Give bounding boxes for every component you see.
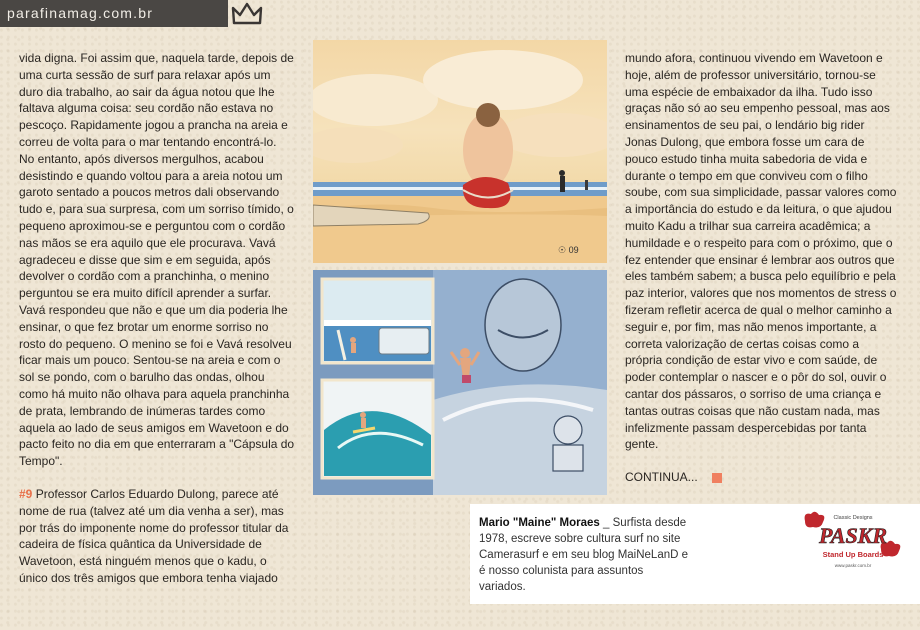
article-paragraph-9: [19, 486, 295, 587]
article-column-left: [19, 50, 295, 587]
illustration-beach-sunset: [313, 40, 607, 263]
site-name[interactable]: parafinamag.com.br: [7, 5, 154, 21]
article-paragraph: vida digna. Foi assim que, naquela tarde, depois de uma curta sessão de surf para relaxar após um duro dia trabalho, ao sair da água notou que lhe faltava alguma coisa: seu cordão não estava no pescoço. Rapidamente jogou a prancha na areia e correu de volta para o mar tentando encontrá-lo. No entanto, após diversos mergulhos, acabou desistindo e quando voltou para a areia notou um garoto sentado a poucos metros dali observando tudo e, para sua surpresa, com um sorriso tímido, o pequeno aproximou-se e perguntou com o cordão nas mãos se era aquilo que ele procurava. Vavá agradeceu e disse que sim e em seguida, após devolver o cordão com a pranchinha, o menino perguntou se era muito difícil aprender a surfar. Vavá respondeu que não e que um dia poderia lhe ensinar, o que fez brotar um enorme sorriso no rosto do pequeno. O menino se foi e Vavá resolveu ficar mais um pouco. Sentou-se na areia e com o sol se pondo, com o barulho das ondas, olhou como há muito não olhava para aquela pranchinha de prata, lembrando de inúmeras tardes como aquela ao lado de seus amigos em Wavetoon e do pacto feito no dia em que enterraram a "Cápsula do Tempo".: [19, 51, 295, 469]
square-bullet-icon: [712, 473, 722, 483]
logo-brand: PASKR: [818, 523, 888, 548]
logo-tagline: Classic Designs: [833, 515, 873, 521]
bio-description: Surfista desde 1978, escreve sobre cultura surf no site Camerasurf e em seu blog MaiNeLanD e é nosso colunista para assuntos variados.: [479, 517, 689, 593]
sponsor-logo[interactable]: [797, 509, 909, 573]
svg-text:☉ 09: ☉ 09: [558, 245, 579, 255]
continue-line: [625, 469, 897, 486]
continue-link[interactable]: CONTINUA...: [625, 470, 698, 485]
article-column-right: [625, 50, 897, 486]
author-bio-box: [470, 504, 920, 604]
logo-url: www.paskr.com.br: [834, 563, 872, 568]
author-bio: [479, 515, 689, 595]
section-number: #9: [19, 486, 33, 501]
site-header-bar: [0, 0, 228, 27]
bio-separator: _: [599, 517, 613, 529]
article-paragraph: mundo afora, continuou vivendo em Wavetoon e hoje, além de professor universitário, tornou-se uma espécie de embaixador da ilha. Tudo isso graças não só ao seu empenho pessoal, mas aos ensinamentos de seu pai, o lendário big rider Jonas Dulong, que embora fosse um cara de pouco estudo tinha muita sabedoria de vida e durante o tempo em que conviveu com o filho soube, com sua simplicidade, passar valores como a importância do estudo e da leitura, o que ajudou muito Kadu a trilhar sua carreira acadêmica; a humildade e o respeito para com o próximo, que o fez entender que ensinar é lembrar aos outros que eles também sabem; a busca pelo equilíbrio e pela paz interior, valores que nos momentos de stress o fizeram refletir acerca de qual o melhor caminho a seguir e, por fim, mas não menos importante, a correta valorização de certas coisas como a própria condição de estar vivo e com saúde, de poder contemplar o nascer e o pôr do sol, ouvir o cantar dos pássaros, o sorriso de uma criança e tantas outras coisas que não custam nada, mas infelizmente passam despercebidas por tanta gente.: [625, 51, 897, 452]
author-name: Mario "Maine" Moraes: [479, 517, 600, 529]
illustration-surf-collage: [313, 270, 607, 495]
logo-subtitle: Stand Up Boards: [822, 550, 884, 559]
article-paragraph-text: Professor Carlos Eduardo Dulong, parece até nome de rua (talvez até um dia venha a ser), mas por trás do imponente nome do professor titular da cadeira de física quântica da Universidade de Wavetoon, está ninguém menos que o kadu, o único dos três amigos que embora tenha viajado: [19, 486, 289, 585]
crown-icon: [231, 2, 263, 28]
